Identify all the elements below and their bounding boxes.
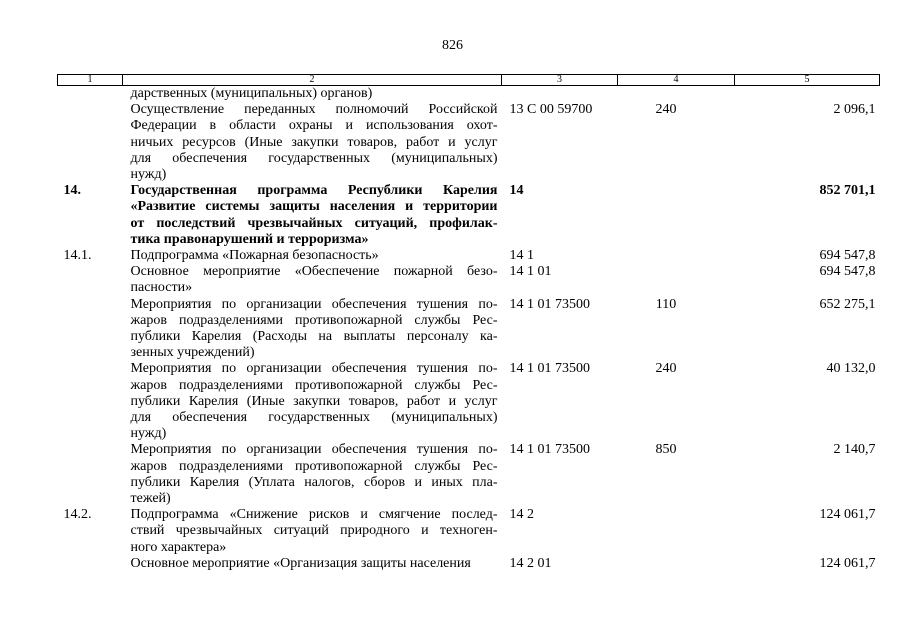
row-name-line: жаров подразделениями противопожарной службы Рес-: [130, 312, 498, 328]
row-name: [123, 183, 502, 248]
row-number: 14.1.: [63, 248, 92, 264]
row-name-line: Основное мероприятие «Организация защиты населения: [130, 555, 471, 571]
column-header-2: 2: [123, 75, 502, 86]
row-name-line: от последствий чрезвычайных ситуаций, профилак-: [130, 215, 498, 231]
row-amount: 2 096,1: [833, 102, 876, 118]
row-name-line: нужд): [130, 167, 167, 183]
row-name-line: дарственных (муниципальных) органов): [130, 86, 373, 101]
row-amount: 694 547,8: [819, 264, 876, 280]
row-target-code: 14 1 01 73500: [509, 442, 590, 458]
row-expense-type: 110: [655, 296, 677, 312]
table-row: [58, 556, 880, 572]
row-target-code: 13 С 00 59700: [509, 102, 593, 118]
table-row: [58, 442, 880, 507]
row-amount: 694 547,8: [819, 248, 876, 264]
row-name-line: нужд): [130, 426, 167, 442]
row-expense-type: 240: [655, 361, 677, 377]
row-amount: [735, 86, 880, 103]
row-target-code: 14 2 01: [509, 555, 552, 571]
row-name-line: тика правонарушений и терроризма»: [130, 231, 369, 247]
row-name-line: ничьих ресурсов (Иные закупки товаров, работ и услуг: [130, 134, 498, 150]
row-expense-type: 240: [655, 102, 677, 118]
row-name: [123, 264, 502, 296]
row-target-code: 14 1 01: [509, 264, 552, 280]
column-header-3: 3: [502, 75, 618, 86]
column-header-1: 1: [58, 75, 123, 86]
row-number: 14.2.: [63, 507, 92, 523]
row-name-line: зенных учреждений): [130, 345, 255, 361]
row-expense-type: [618, 86, 735, 103]
row-number: [58, 297, 123, 362]
row-name-line: ствий чрезвычайных ситуаций природного и техноген-: [130, 523, 498, 539]
row-number: 14.: [63, 183, 81, 199]
row-number: [58, 264, 123, 296]
row-amount: 852 701,1: [819, 183, 876, 199]
row-target-code: 14 1: [509, 248, 534, 264]
table-row: [58, 86, 880, 103]
row-expense-type: [618, 556, 735, 572]
row-name-line: Мероприятия по организации обеспечения тушения по-: [130, 361, 498, 377]
row-expense-type: 850: [655, 442, 677, 458]
row-name-line: Мероприятия по организации обеспечения тушения по-: [130, 442, 498, 458]
row-amount: 124 061,7: [819, 555, 876, 571]
table-row: [58, 264, 880, 296]
row-expense-type: [618, 248, 735, 264]
row-name: [123, 556, 502, 572]
row-name: [123, 297, 502, 362]
row-number: [58, 556, 123, 572]
row-amount: 2 140,7: [833, 442, 876, 458]
row-name-line: публики Карелия (Иные закупки товаров, работ и услуг: [130, 393, 498, 409]
row-name-line: Мероприятия по организации обеспечения тушения по-: [130, 296, 498, 312]
row-name-line: жаров подразделениями противопожарной службы Рес-: [130, 377, 498, 393]
row-name-line: Государственная программа Республики Карелия: [130, 183, 498, 199]
table-row: [58, 102, 880, 183]
column-header-4: 4: [618, 75, 735, 86]
row-name-line: Основное мероприятие «Обеспечение пожарной безо-: [130, 264, 498, 280]
row-name-line: пасности»: [130, 280, 193, 296]
row-number: [58, 442, 123, 507]
row-target-code: 14 1 01 73500: [509, 296, 590, 312]
row-expense-type: [618, 507, 735, 556]
row-name-line: для обеспечения государственных (муниципальных): [130, 150, 498, 166]
row-name: [123, 361, 502, 442]
column-header-5: 5: [735, 75, 880, 86]
row-name-line: «Развитие системы защиты населения и территории: [130, 199, 498, 215]
row-target-code: 14 2: [509, 507, 534, 523]
row-number: [58, 86, 123, 103]
row-name-line: Федерации в области охраны и использования охот-: [130, 118, 498, 134]
table-row: [58, 507, 880, 556]
row-name: [123, 248, 502, 264]
row-name-line: для обеспечения государственных (муниципальных): [130, 410, 498, 426]
row-target-code: [502, 86, 618, 103]
row-name-line: публики Карелия (Расходы на выплаты персоналу ка-: [130, 329, 498, 345]
row-amount: 40 132,0: [826, 361, 876, 377]
row-expense-type: [618, 183, 735, 248]
row-number: [58, 102, 123, 183]
row-number: [58, 361, 123, 442]
row-name: [123, 507, 502, 556]
table-row: [58, 248, 880, 264]
table-row: [58, 183, 880, 248]
row-name: [123, 102, 502, 183]
row-amount: 124 061,7: [819, 507, 876, 523]
column-number-header-row: [58, 75, 880, 86]
page-number: 826: [442, 38, 463, 53]
row-name-line: Подпрограмма «Пожарная безопасность»: [130, 248, 379, 264]
row-name-line: публики Карелия (Уплата налогов, сборов и иных пла-: [130, 474, 498, 490]
row-expense-type: [618, 264, 735, 296]
row-amount: 652 275,1: [819, 296, 876, 312]
row-target-code: 14: [509, 183, 524, 199]
table-row: [58, 297, 880, 362]
row-name-line: ного характера»: [130, 539, 227, 555]
row-name: [123, 442, 502, 507]
row-name-line: Осуществление переданных полномочий Российской: [130, 102, 498, 118]
budget-table: [57, 74, 880, 572]
table-row: [58, 361, 880, 442]
row-name-line: Подпрограмма «Снижение рисков и смягчение послед-: [130, 507, 498, 523]
row-name-line: жаров подразделениями противопожарной службы Рес-: [130, 458, 498, 474]
row-name-line: тежей): [130, 491, 171, 507]
row-name: [123, 86, 502, 103]
row-target-code: 14 1 01 73500: [509, 361, 590, 377]
